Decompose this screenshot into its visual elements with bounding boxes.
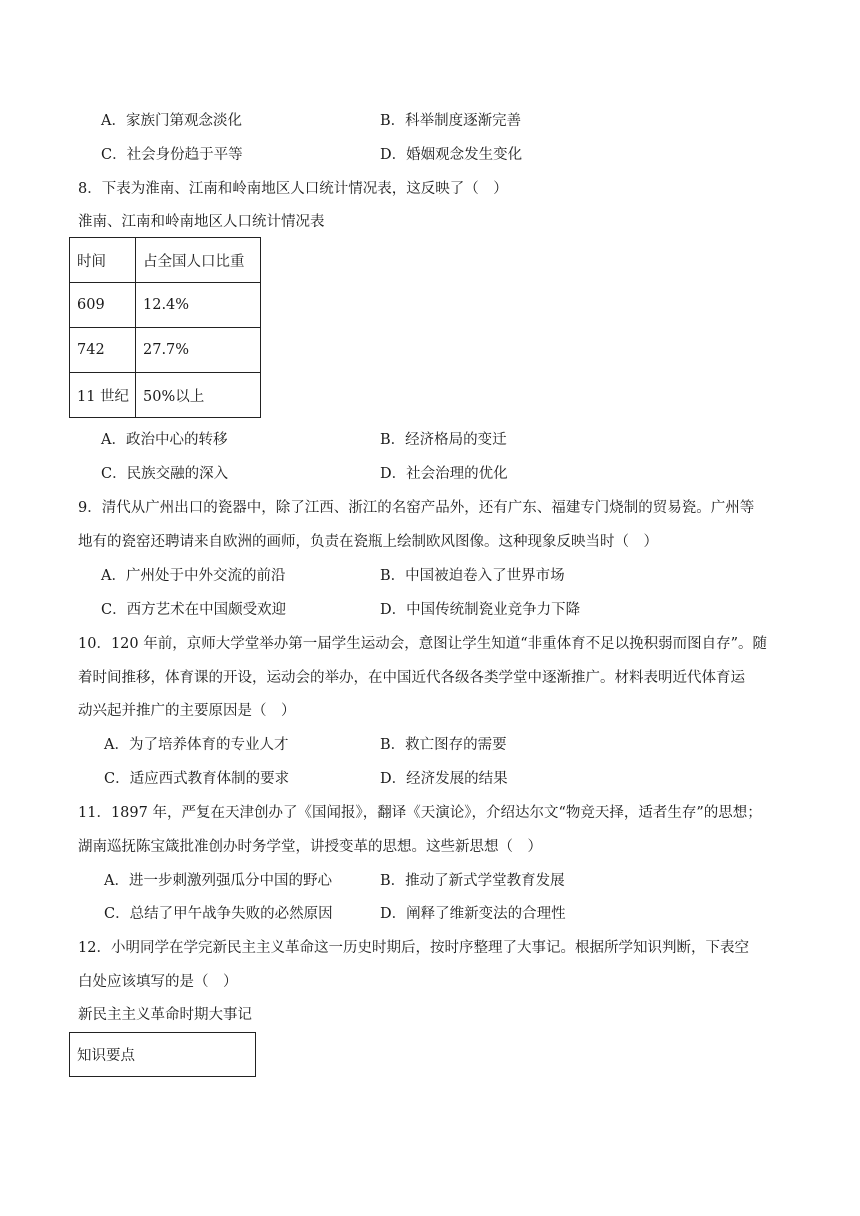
q7-option-c: C．社会身份趋于平等 [101, 147, 243, 163]
q10-option-d: D．经济发展的结果 [380, 771, 508, 787]
q10-option-a: A．为了培养体育的专业人才 [104, 737, 289, 753]
table-cell: 609 [70, 283, 136, 328]
table-header-cell: 时间 [70, 238, 136, 283]
table-header-row [70, 1033, 256, 1077]
table-cell: 12.4% [136, 283, 261, 328]
events-table [69, 1032, 256, 1077]
q12-stem-line-2: 白处应该填写的是（ ） [78, 974, 238, 990]
table-header-cell: 占全国人口比重 [136, 238, 261, 283]
q9-option-d: D．中国传统制瓷业竞争力下降 [380, 602, 581, 618]
table-header-cell: 知识要点 [70, 1033, 256, 1077]
q8-stem: 8．下表为淮南、江南和岭南地区人口统计情况表，这反映了（ ） [78, 181, 508, 197]
table-row [70, 373, 261, 418]
q10-option-c: C．适应西式教育体制的要求 [104, 771, 290, 787]
q10-stem-line-2: 着时间推移，体育课的开设，运动会的举办，在中国近代各级各类学堂中逐渐推广。材料表明近代体育运 [78, 670, 745, 686]
q12-table-caption: 新民主主义革命时期大事记 [78, 1007, 252, 1023]
table-row [70, 328, 261, 373]
q9-option-c: C．西方艺术在中国颇受欢迎 [101, 602, 287, 618]
q10-stem-line-3: 动兴起并推广的主要原因是（ ） [78, 703, 296, 719]
table-header-row [70, 238, 261, 283]
q9-option-b: B．中国被迫卷入了世界市场 [380, 568, 565, 584]
q10-option-b: B．救亡图存的需要 [380, 737, 507, 753]
q8-option-c: C．民族交融的深入 [101, 466, 229, 482]
q11-stem-line-2: 湖南巡抚陈宝箴批准创办时务学堂，讲授变革的思想。这些新思想（ ） [78, 839, 542, 855]
q9-option-a: A．广州处于中外交流的前沿 [101, 568, 286, 584]
q9-stem-line-1: 9．清代从广州出口的瓷器中，除了江西、浙江的名窑产品外，还有广东、福建专门烧制的贸易瓷。广州等 [78, 500, 755, 516]
table-cell: 50%以上 [136, 373, 261, 418]
q11-stem-line-1: 11．1897 年，严复在天津创办了《国闻报》，翻译《天演论》，介绍达尔文“物竞天择，适者生存”的思想； [78, 805, 762, 821]
q12-stem-line-1: 12．小明同学在学完新民主主义革命这一历史时期后，按时序整理了大事记。根据所学知识判断，下表空 [78, 940, 749, 956]
q11-option-c: C．总结了甲午战争失败的必然原因 [104, 906, 333, 922]
population-table [69, 237, 261, 418]
table-cell: 27.7% [136, 328, 261, 373]
q7-option-a: A．家族门第观念淡化 [101, 113, 242, 129]
q11-option-d: D．阐释了维新变法的合理性 [380, 906, 566, 922]
q9-stem-line-2: 地有的瓷窑还聘请来自欧洲的画师，负责在瓷瓶上绘制欧风图像。这种现象反映当时（ ） [78, 534, 658, 550]
q7-option-b: B．科举制度逐渐完善 [380, 113, 522, 129]
q10-stem-line-1: 10．120 年前，京师大学堂举办第一届学生运动会，意图让学生知道“非重体育不足以挽积弱而图自存”。随 [78, 636, 768, 652]
q11-option-a: A．进一步刺激列强瓜分中国的野心 [104, 873, 332, 889]
q11-option-b: B．推动了新式学堂教育发展 [380, 873, 565, 889]
q8-option-b: B．经济格局的变迁 [380, 432, 507, 448]
table-row [70, 283, 261, 328]
q8-option-d: D．社会治理的优化 [380, 466, 508, 482]
q7-option-d: D．婚姻观念发生变化 [380, 147, 523, 163]
q8-option-a: A．政治中心的转移 [101, 432, 228, 448]
table-cell: 742 [70, 328, 136, 373]
table-cell: 11 世纪 [70, 373, 136, 418]
q8-table-caption: 淮南、江南和岭南地区人口统计情况表 [78, 214, 325, 230]
